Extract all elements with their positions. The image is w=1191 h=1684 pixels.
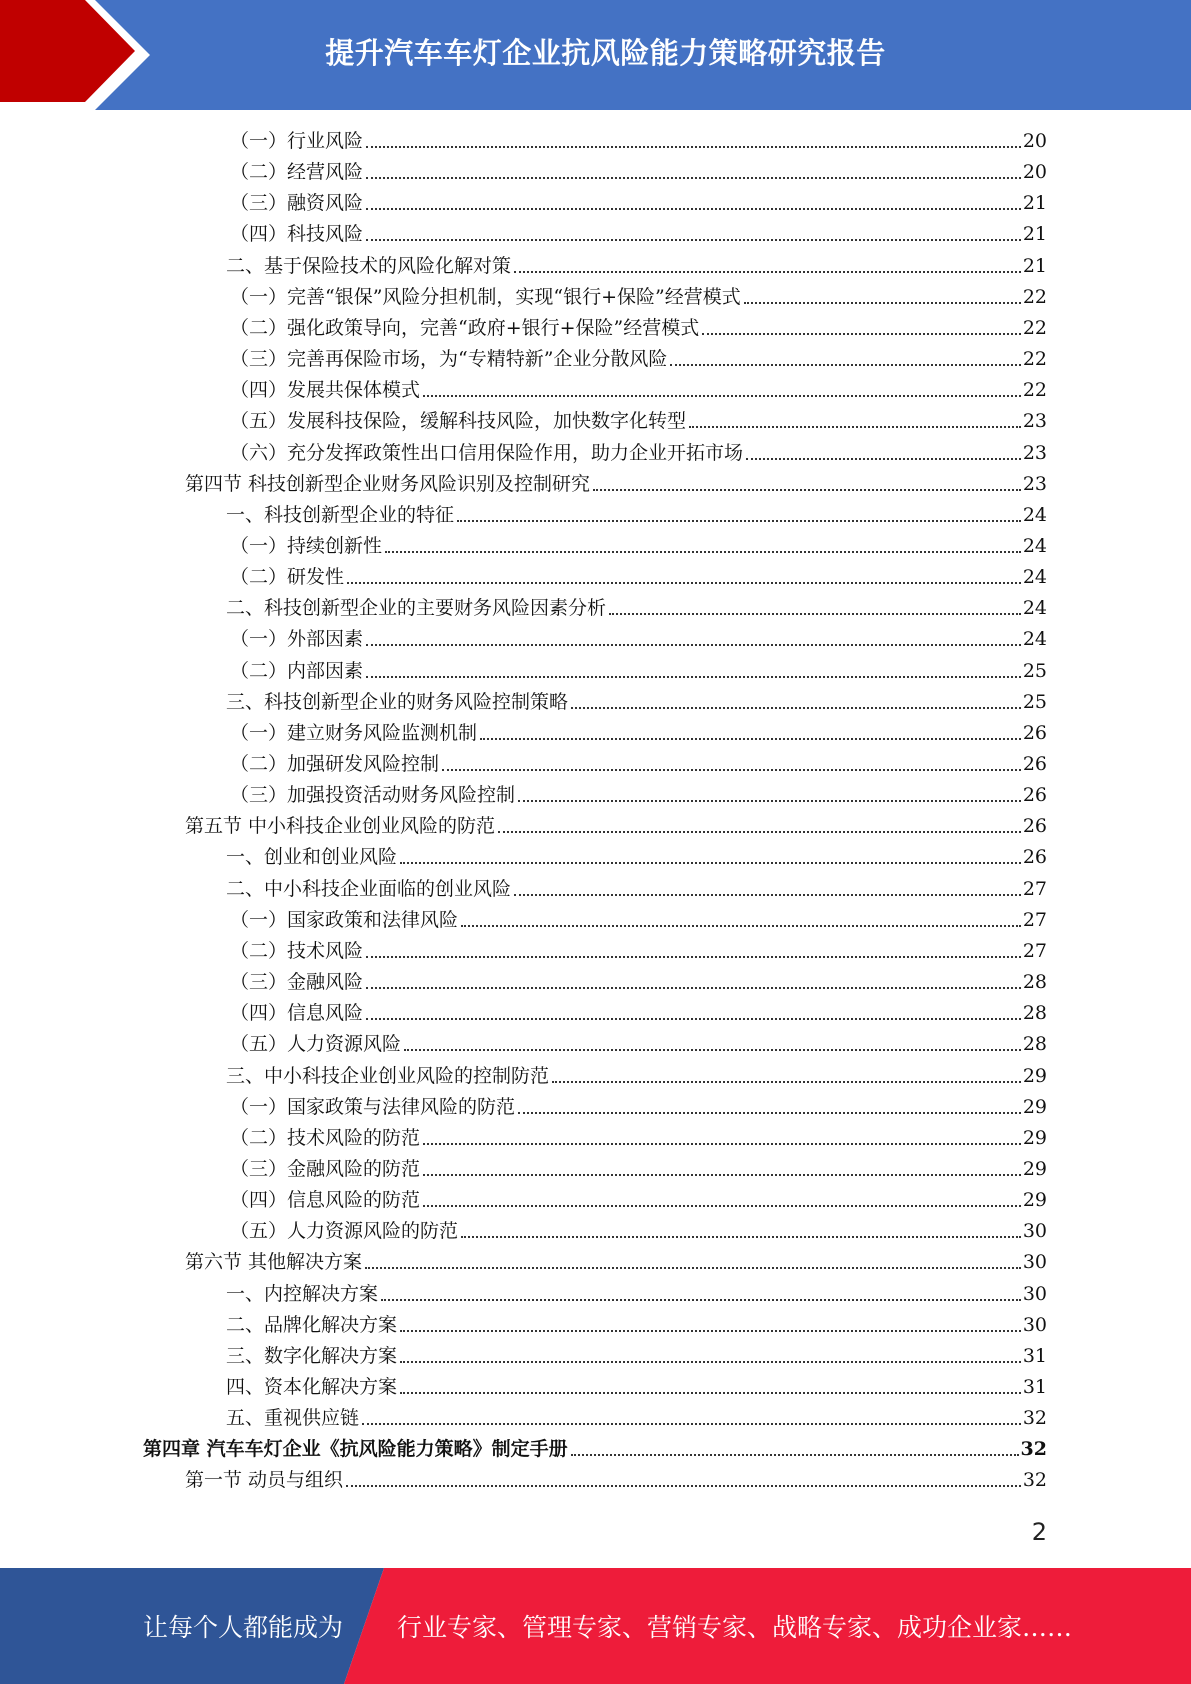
toc-entry-page: 23 bbox=[1022, 441, 1047, 464]
toc-entry-label: （三）金融风险的防范 bbox=[230, 1157, 421, 1180]
toc-entry-page: 29 bbox=[1022, 1064, 1047, 1087]
toc-entry-label: （一）完善“银保”风险分担机制，实现“银行+保险”经营模式 bbox=[230, 285, 741, 308]
toc-entry-page: 26 bbox=[1022, 846, 1047, 869]
toc-entry-label: （二）强化政策导向，完善“政府+银行+保险”经营模式 bbox=[230, 316, 700, 339]
toc-entry-page: 29 bbox=[1022, 1126, 1047, 1149]
toc-entry-page: 21 bbox=[1022, 192, 1047, 215]
toc-entry[interactable] bbox=[230, 315, 1047, 341]
toc-entry[interactable] bbox=[226, 844, 1047, 870]
toc-entry-page: 32 bbox=[1020, 1438, 1047, 1461]
toc-entry-label: （四）信息风险的防范 bbox=[230, 1189, 421, 1212]
toc-entry-page: 23 bbox=[1022, 472, 1047, 495]
toc-entry[interactable] bbox=[230, 440, 1047, 466]
toc-dot-leader bbox=[702, 333, 1021, 335]
toc-dot-leader bbox=[365, 1267, 1021, 1269]
toc-entry-label: 二、基于保险技术的风险化解对策 bbox=[226, 254, 512, 277]
toc-entry-label: 第一节 动员与组织 bbox=[185, 1469, 344, 1492]
toc-dot-leader bbox=[346, 1485, 1021, 1487]
toc-dot-leader bbox=[593, 489, 1021, 491]
toc-entry-label: 一、创业和创业风险 bbox=[226, 846, 398, 869]
page-header bbox=[0, 0, 1191, 110]
toc-entry-page: 31 bbox=[1022, 1344, 1047, 1367]
toc-entry-label: 一、内控解决方案 bbox=[226, 1282, 379, 1305]
toc-entry-page: 24 bbox=[1022, 566, 1047, 589]
toc-entry-label: 二、科技创新型企业的主要财务风险因素分析 bbox=[226, 597, 607, 620]
toc-entry-label: （二）研发性 bbox=[230, 566, 345, 589]
toc-entry-label: （二）技术风险 bbox=[230, 939, 364, 962]
toc-entry-page: 28 bbox=[1022, 1033, 1047, 1056]
toc-dot-leader bbox=[366, 146, 1021, 148]
toc-entry-page: 27 bbox=[1022, 939, 1047, 962]
toc-entry-page: 22 bbox=[1022, 316, 1047, 339]
toc-entry-label: （一）外部因素 bbox=[230, 628, 364, 651]
toc-dot-leader bbox=[457, 520, 1021, 522]
toc-entry-page: 31 bbox=[1022, 1376, 1047, 1398]
toc-dot-leader bbox=[571, 707, 1021, 709]
toc-entry[interactable] bbox=[226, 1312, 1047, 1338]
toc-entry-page: 30 bbox=[1022, 1282, 1047, 1305]
toc-entry[interactable] bbox=[230, 284, 1047, 310]
toc-entry-label: 第四节 科技创新型企业财务风险识别及控制研究 bbox=[185, 472, 591, 495]
toc-entry-page: 26 bbox=[1022, 784, 1047, 807]
toc-entry-label: 第六节 其他解决方案 bbox=[185, 1251, 363, 1274]
footer-slogan-left: 让每个人都能成为 bbox=[143, 1613, 344, 1642]
toc-entry[interactable] bbox=[226, 595, 1047, 621]
toc-entry-label: （一）国家政策和法律风险 bbox=[230, 908, 459, 931]
toc-dot-leader bbox=[404, 1049, 1021, 1051]
toc-entry[interactable] bbox=[230, 190, 1047, 216]
toc-entry-label: （二）经营风险 bbox=[230, 161, 364, 184]
toc-entry-label: （三）金融风险 bbox=[230, 971, 364, 994]
toc-dot-leader bbox=[366, 676, 1021, 678]
toc-entry-label: （三）加强投资活动财务风险控制 bbox=[230, 784, 516, 807]
toc-entry[interactable] bbox=[226, 502, 1047, 528]
toc-entry-label: 四、资本化解决方案 bbox=[226, 1376, 398, 1398]
toc-entry-label: （五）发展科技保险，缓解科技风险，加快数字化转型 bbox=[230, 410, 687, 433]
toc-entry[interactable] bbox=[185, 1467, 1047, 1493]
toc-dot-leader bbox=[423, 1174, 1021, 1176]
toc-entry-label: （六）充分发挥政策性出口信用保险作用，助力企业开拓市场 bbox=[230, 441, 744, 464]
toc-entry[interactable] bbox=[226, 253, 1047, 279]
toc-dot-leader bbox=[689, 426, 1021, 428]
toc-entry-page: 26 bbox=[1022, 815, 1047, 838]
toc-entry-label: （三）完善再保险市场，为“专精特新”企业分散风险 bbox=[230, 348, 668, 371]
toc-entry-label: （二）技术风险的防范 bbox=[230, 1126, 421, 1149]
toc-entry-label: 三、数字化解决方案 bbox=[226, 1344, 398, 1367]
toc-entry-page: 30 bbox=[1022, 1313, 1047, 1336]
toc-dot-leader bbox=[498, 831, 1021, 833]
toc-entry[interactable] bbox=[230, 938, 1047, 964]
toc-dot-leader bbox=[366, 208, 1021, 210]
toc-entry-page: 25 bbox=[1022, 690, 1047, 713]
toc-entry-label: 二、品牌化解决方案 bbox=[226, 1313, 398, 1336]
toc-entry-label: （一）国家政策与法律风险的防范 bbox=[230, 1095, 516, 1118]
toc-entry-page: 29 bbox=[1022, 1095, 1047, 1118]
toc-entry[interactable] bbox=[230, 564, 1047, 590]
toc-dot-leader bbox=[552, 1081, 1021, 1083]
toc-dot-leader bbox=[385, 551, 1021, 553]
toc-dot-leader bbox=[744, 302, 1021, 304]
toc-entry[interactable] bbox=[230, 969, 1047, 995]
document-title: 提升汽车车灯企业抗风险能力策略研究报告 bbox=[325, 35, 886, 70]
toc-entry-page: 20 bbox=[1022, 161, 1047, 184]
toc-dot-leader bbox=[423, 395, 1021, 397]
toc-dot-leader bbox=[400, 862, 1021, 864]
toc-dot-leader bbox=[366, 177, 1021, 179]
toc-dot-leader bbox=[400, 1361, 1021, 1363]
toc-entry-page: 24 bbox=[1022, 534, 1047, 557]
toc-entry[interactable] bbox=[230, 1000, 1047, 1026]
toc-entry-page: 27 bbox=[1022, 908, 1047, 931]
toc-entry-page: 22 bbox=[1022, 379, 1047, 402]
toc-dot-leader bbox=[461, 1236, 1021, 1238]
toc-dot-leader bbox=[400, 1392, 1021, 1394]
toc-dot-leader bbox=[366, 644, 1021, 646]
toc-entry-label: 一、科技创新型企业的特征 bbox=[226, 503, 455, 526]
toc-entry-page: 30 bbox=[1022, 1220, 1047, 1243]
toc-dot-leader bbox=[571, 1454, 1019, 1456]
toc-entry-label: （一）持续创新性 bbox=[230, 534, 383, 557]
toc-entry-label: 第四章 汽车车灯企业《抗风险能力策略》制定手册 bbox=[143, 1438, 568, 1461]
page-footer bbox=[0, 1568, 1191, 1684]
toc-entry-page: 26 bbox=[1022, 753, 1047, 775]
footer-slogan-right: 行业专家、管理专家、营销专家、战略专家、成功企业家…… bbox=[397, 1613, 1073, 1642]
toc-entry[interactable] bbox=[230, 1218, 1047, 1244]
toc-entry-page: 21 bbox=[1022, 223, 1047, 246]
toc-entry[interactable] bbox=[230, 1094, 1047, 1120]
toc-dot-leader bbox=[366, 987, 1021, 989]
toc-entry[interactable] bbox=[226, 689, 1047, 715]
toc-entry[interactable] bbox=[185, 471, 1047, 497]
toc-entry-page: 32 bbox=[1022, 1407, 1047, 1430]
toc-dot-leader bbox=[366, 1018, 1021, 1020]
toc-entry-label: （五）人力资源风险的防范 bbox=[230, 1220, 459, 1243]
toc-dot-leader bbox=[518, 1112, 1021, 1114]
toc-dot-leader bbox=[423, 1143, 1021, 1145]
toc-dot-leader bbox=[461, 925, 1021, 927]
toc-entry[interactable] bbox=[230, 1031, 1047, 1057]
toc-entry-page: 23 bbox=[1022, 410, 1047, 433]
toc-dot-leader bbox=[381, 1299, 1021, 1301]
toc-entry-label: （一）行业风险 bbox=[230, 130, 364, 152]
toc-entry[interactable] bbox=[226, 1281, 1047, 1307]
toc-entry-label: （四）科技风险 bbox=[230, 223, 364, 246]
toc-dot-leader bbox=[514, 271, 1021, 273]
toc-dot-leader bbox=[480, 738, 1021, 740]
toc-entry-label: 五、重视供应链 bbox=[226, 1407, 360, 1430]
toc-entry[interactable] bbox=[230, 1156, 1047, 1182]
toc-entry-label: （四）发展共保体模式 bbox=[230, 379, 421, 402]
toc-entry-label: （一）建立财务风险监测机制 bbox=[230, 721, 478, 744]
toc-dot-leader bbox=[423, 1205, 1021, 1207]
toc-dot-leader bbox=[442, 769, 1021, 771]
toc-entry[interactable] bbox=[230, 346, 1047, 372]
toc-dot-leader bbox=[518, 800, 1021, 802]
toc-entry-page: 22 bbox=[1022, 285, 1047, 308]
toc-entry[interactable] bbox=[230, 377, 1047, 403]
toc-entry-page: 24 bbox=[1022, 503, 1047, 526]
toc-entry-page: 26 bbox=[1022, 721, 1047, 744]
toc-entry[interactable] bbox=[226, 1343, 1047, 1369]
toc-entry[interactable] bbox=[143, 1436, 1047, 1462]
toc-entry[interactable] bbox=[226, 1063, 1047, 1089]
toc-dot-leader bbox=[362, 1423, 1021, 1425]
toc-entry-page: 28 bbox=[1022, 1002, 1047, 1025]
toc-entry-label: （三）融资风险 bbox=[230, 192, 364, 215]
toc-entry[interactable] bbox=[230, 533, 1047, 559]
toc-entry[interactable] bbox=[230, 751, 1047, 777]
toc-entry[interactable] bbox=[226, 876, 1047, 902]
toc-entry-label: （二）加强研发风险控制 bbox=[230, 753, 440, 775]
toc-entry-page: 24 bbox=[1022, 597, 1047, 620]
toc-dot-leader bbox=[609, 613, 1021, 615]
toc-entry[interactable] bbox=[230, 159, 1047, 185]
toc-entry[interactable] bbox=[226, 1374, 1047, 1400]
toc-dot-leader bbox=[366, 956, 1021, 958]
toc-entry-label: （四）信息风险 bbox=[230, 1002, 364, 1025]
page-number: 2 bbox=[1031, 1518, 1047, 1546]
toc-dot-leader bbox=[514, 894, 1021, 896]
toc-entry-label: 三、中小科技企业创业风险的控制防范 bbox=[226, 1064, 550, 1087]
toc-entry[interactable] bbox=[230, 1125, 1047, 1151]
toc-entry-page: 29 bbox=[1022, 1157, 1047, 1180]
toc-entry[interactable] bbox=[230, 221, 1047, 247]
toc-entry-page: 25 bbox=[1022, 659, 1047, 682]
toc-dot-leader bbox=[746, 458, 1021, 460]
toc-entry[interactable] bbox=[230, 720, 1047, 746]
toc-entry[interactable] bbox=[230, 128, 1047, 154]
toc-entry[interactable] bbox=[230, 907, 1047, 933]
toc-entry-label: （二）内部因素 bbox=[230, 659, 364, 682]
toc-entry[interactable] bbox=[185, 813, 1047, 839]
toc-entry[interactable] bbox=[226, 1405, 1047, 1431]
toc-entry[interactable] bbox=[230, 626, 1047, 652]
toc-entry-page: 20 bbox=[1022, 130, 1047, 152]
toc-entry[interactable] bbox=[230, 782, 1047, 808]
toc-entry-label: 三、科技创新型企业的财务风险控制策略 bbox=[226, 690, 569, 713]
toc-entry-page: 32 bbox=[1022, 1469, 1047, 1492]
toc-entry-page: 28 bbox=[1022, 971, 1047, 994]
toc-entry-page: 27 bbox=[1022, 877, 1047, 900]
toc-entry-label: （五）人力资源风险 bbox=[230, 1033, 402, 1056]
toc-entry-page: 22 bbox=[1022, 348, 1047, 371]
toc-dot-leader bbox=[347, 582, 1021, 584]
toc-entry[interactable] bbox=[230, 408, 1047, 434]
toc-entry[interactable] bbox=[185, 1249, 1047, 1275]
toc-entry-page: 24 bbox=[1022, 628, 1047, 651]
toc-dot-leader bbox=[400, 1330, 1021, 1332]
toc-entry[interactable] bbox=[230, 658, 1047, 684]
toc-entry[interactable] bbox=[230, 1187, 1047, 1213]
toc-dot-leader bbox=[670, 364, 1020, 366]
toc-entry-label: 二、中小科技企业面临的创业风险 bbox=[226, 877, 512, 900]
toc-dot-leader bbox=[366, 239, 1021, 241]
toc-entry-page: 21 bbox=[1022, 254, 1047, 277]
toc-entry-page: 29 bbox=[1022, 1189, 1047, 1212]
toc-entry-label: 第五节 中小科技企业创业风险的防范 bbox=[185, 815, 496, 838]
toc-entry-page: 30 bbox=[1022, 1251, 1047, 1274]
